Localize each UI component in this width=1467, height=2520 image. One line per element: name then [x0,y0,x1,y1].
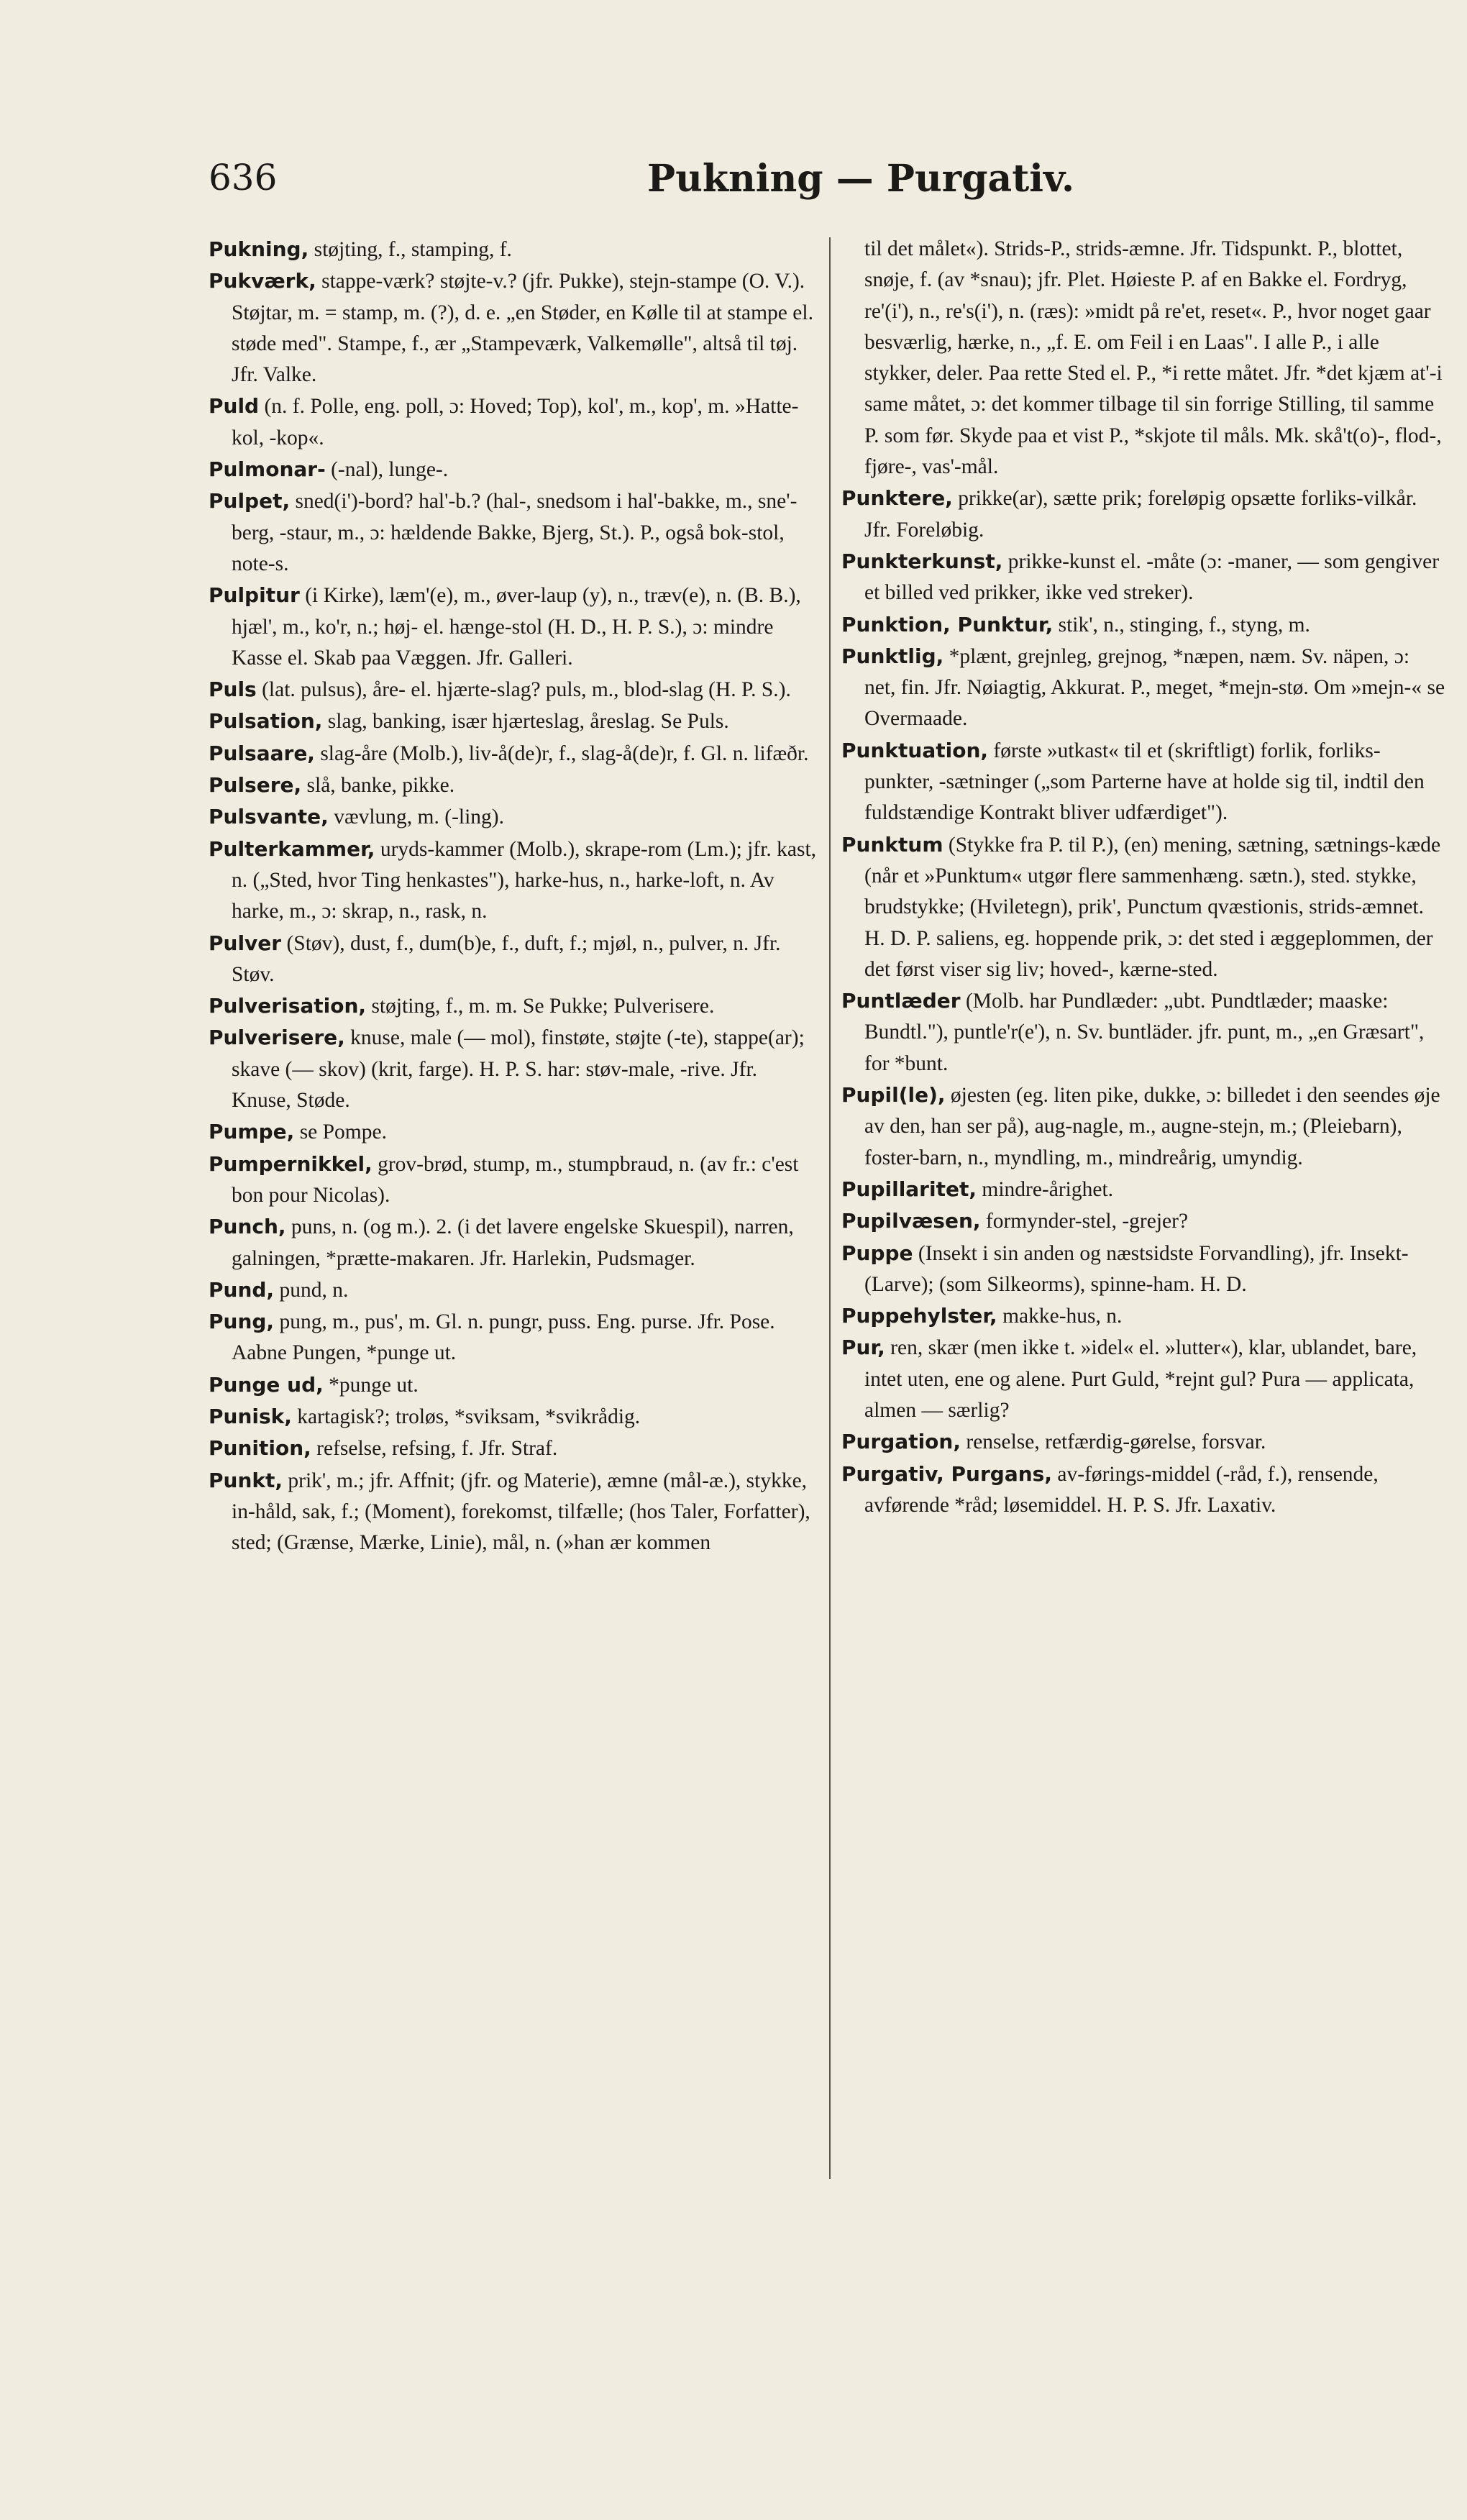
entry-definition: ren, skær (men ikke t. »idel« el. »lutter«), klar, ublandet, bare, intet uten, ene og alene. Purt Guld, *rejnt gul? Pura — applicata, almen — særlig? [864,1336,1417,1422]
entry-headword: Punisk, [209,1404,292,1428]
entry-headword: Pulverisere, [209,1026,345,1050]
dictionary-entry [209,234,820,265]
entry-headword: Pund, [209,1277,275,1302]
column-divider [829,237,831,2179]
dictionary-entry [209,1274,820,1306]
entry-headword: Pukning, [209,237,309,261]
entry-definition: uryds-kammer (Molb.), skrape-rom (Lm.); jfr. kast, n. („Sted, hvor Ting henkastes"), harke-hus, n., harke-loft, n. Av harke, m., ɔ: skrap, n., rask, n. [232,837,817,923]
entry-definition: *punge ut. [323,1373,419,1397]
entry-headword: Pulsaare, [209,741,315,765]
dictionary-entry [841,609,1445,641]
dictionary-entry [209,580,820,674]
entry-headword: Puppehylster, [841,1304,997,1328]
dictionary-entry [841,1079,1445,1174]
entry-headword: Pupil(le), [841,1083,946,1108]
entry-headword: Punition, [209,1436,311,1461]
entry-definition: refselse, refsing, f. Jfr. Straf. [311,1437,558,1461]
dictionary-entry [841,829,1445,985]
dictionary-entry [841,641,1445,735]
entry-definition: *plænt, grejnleg, grejnog, *næpen, næm. Sv. näpen, ɔ: net, fin. Jfr. Nøiagtig, Akkurat. P., meget, *mejn-stø. Om »mejn-« se Overmaade. [864,644,1445,731]
entry-headword: Pur, [841,1336,885,1360]
dictionary-entry [209,1369,820,1401]
entry-definition: (Molb. har Pundlæder: „ubt. Pundtlæder; maaske: Bundtl."), puntle'r(e'), n. Sv. buntläder. jfr. punt, m., „en Græsart", for *bunt. [864,990,1425,1075]
dictionary-entry [209,1306,820,1369]
entry-definition: første »utkast« til et (skriftligt) forlik, forliks-punkter, -sætninger („som Parterne have at holde sig til, indtil den fuldstændige Kontrakt bliver udfærdiget"). [864,739,1425,825]
entry-headword: Pulver [209,931,282,955]
entry-headword: Punch, [209,1215,286,1239]
entry-definition: knuse, male (— mol), finstøte, støjte (-te), stappe(ar); skave (— skov) (krit, farge). H. P. S. har: støv-male, -rive. Jfr. Knuse, Støde. [232,1026,805,1113]
entry-definition: se Pompe. [294,1120,387,1144]
dictionary-entry [841,483,1445,546]
dictionary-entry [209,1401,820,1433]
entry-definition: grov-brød, stump, m., stumpbraud, n. (av fr.: c'est bon pour Nicolas). [232,1152,799,1207]
dictionary-entry [209,485,820,580]
entry-definition: stappe-værk? støjte-v.? (jfr. Pukke), stejn-stampe (O. V.). Støjtar, m. = stamp, m. (?), d. e. „en Støder, en Kølle til at stampe el. støde med". Stampe, f., ær „Stampeværk, Valkemølle", altså til tøj. Jfr. Valke. [232,270,813,387]
dictionary-entry [209,1433,820,1464]
entry-definition: prikke(ar), sætte prik; foreløpig opsætte forliks-vilkår. Jfr. Foreløbig. [864,487,1417,542]
entry-headword: Punktum [841,832,943,857]
dictionary-entry [209,1022,820,1116]
dictionary-entry [841,1458,1445,1522]
entry-headword: Purgativ, Purgans, [841,1461,1052,1486]
entry-headword: Punge ud, [209,1372,324,1397]
entry-definition: mindre-årighet. [977,1177,1114,1201]
entry-headword: Pulterkammer, [209,836,375,861]
dictionary-entry [209,770,820,801]
dictionary-entry [841,546,1445,609]
entry-definition: (lat. pulsus), åre- el. hjærte-slag? puls, m., blod-slag (H. P. S.). [256,678,791,702]
entry-definition: (n. f. Polle, eng. poll, ɔ: Hoved; Top), kol', m., kop', m. »Hatte-kol, -kop«. [232,395,799,449]
entry-definition: vævlung, m. (-ling). [328,805,504,829]
page-number: 636 [209,157,278,198]
entry-headword: Puls [209,677,257,702]
entry-definition: slag-åre (Molb.), liv-å(de)r, f., slag-å(de)r, f. Gl. n. lifæðr. [314,741,809,765]
dictionary-entry [209,801,820,833]
dictionary-entry [209,454,820,485]
entry-headword: Puntlæder [841,989,961,1013]
entry-definition: av-førings-middel (-råd, f.), rensende, avførende *råd; løsemiddel. H. P. S. Jfr. Laxativ. [864,1462,1379,1517]
entry-definition: (Stykke fra P. til P.), (en) mening, sætning, sætnings-kæde (når et »Punktum« utgør flere sammenhæng. sætn.), sted. stykke, brudstykke; (Hviletegn), prik', Punctum qvæstionis, strids-æmnet. H. D. P. saliens, eg. hoppende prik, ɔ: det sted i æggeplommen, der det først viser sig liv; hoved-, kærne-sted. [864,833,1441,981]
entry-headword: Punkt, [209,1468,283,1492]
dictionary-entry [209,265,820,391]
entry-headword: Pumpernikkel, [209,1151,373,1176]
entry-headword: Pulsation, [209,709,323,734]
entry-headword: Pupillaritet, [841,1177,977,1201]
dictionary-entry [209,1149,820,1212]
entry-headword: Punktuation, [841,738,989,762]
entry-definition: puns, n. (og m.). 2. (i det lavere engelske Skuespil), narren, galningen, *prætte-makaren. Jfr. Harlekin, Pudsmager. [232,1215,794,1270]
dictionary-entry [209,928,820,991]
entry-definition: (Støv), dust, f., dum(b)e, f., duft, f.; mjøl, n., pulver, n. Jfr. Støv. [232,931,781,986]
dictionary-entry [841,1238,1445,1301]
entry-headword: Pulsvante, [209,805,329,829]
dictionary-entry [841,1174,1445,1205]
entry-definition: makke-hus, n. [997,1305,1123,1328]
dictionary-entry [841,1426,1445,1458]
dictionary-entry [841,735,1445,829]
entry-headword: Pulmonar- [209,457,326,482]
dictionary-entry [841,1332,1445,1426]
dictionary-entry [841,234,1445,483]
entry-headword: Purgation, [841,1430,961,1454]
entry-headword: Pung, [209,1310,275,1334]
entry-definition: øjesten (eg. liten pike, dukke, ɔ: billedet i den seendes øje av den, han ser på), aug-nagle, m., augne-stejn, m.; (Pleiebarn), foster-barn, n., myndling, m., mindreårig, umyndig. [864,1084,1440,1169]
entry-definition: prikke-kunst el. -måte (ɔ: -maner, — som gengiver et billed ved prikker, ikke ved streker). [864,549,1440,605]
entry-definition: (Insekt i sin anden og næstsidste Forvandling), jfr. Insekt-(Larve); (som Silkeorms), spinne-ham. H. D. [864,1241,1409,1296]
dictionary-entry [209,1465,820,1559]
dictionary-entry [209,1211,820,1274]
entry-headword: Pulverisation, [209,994,367,1018]
entry-definition: sned(i')-bord? hal'-b.? (hal-, snedsom i hal'-bakke, m., sne'-berg, -staur, m., ɔ: hældende Bakke, Bjerg, St.). P., også bok-stol, note-s. [232,490,798,575]
dictionary-entry [841,1205,1445,1237]
entry-definition: (-nal), lunge-. [325,458,449,482]
entry-headword: Punkterkunst, [841,549,1003,573]
entry-headword: Punktion, Punktur, [841,612,1054,636]
dictionary-entry [209,990,820,1022]
entry-headword: Pulsere, [209,773,302,798]
entry-definition: støjting, f., stamping, f. [309,238,512,261]
dictionary-entry [209,1116,820,1148]
entry-definition: støjting, f., m. m. Se Pukke; Pulverisere. [366,995,715,1018]
dictionary-entry [209,738,820,770]
entry-definition: stik', n., stinging, f., styng, m. [1053,613,1310,636]
left-column [209,234,820,1558]
dictionary-entry [841,985,1445,1079]
entry-definition: prik', m.; jfr. Affnit; (jfr. og Materie), æmne (mål-æ.), stykke, in-håld, sak, f.; (Moment), forekomst, tilfælle; (hos Taler, Forfatter), sted; (Grænse, Mærke, Linie), mål, n. (»han ær kommen [232,1469,810,1555]
entry-headword: Pukværk, [209,269,316,293]
right-column [841,234,1445,1521]
entry-headword: Punktere, [841,486,953,511]
dictionary-entry [209,391,820,454]
entry-definition: pung, m., pus', m. Gl. n. pungr, puss. Eng. purse. Jfr. Pose. Aabne Pungen, *punge ut. [232,1310,775,1365]
entry-headword: Pupilvæsen, [841,1209,981,1233]
dictionary-entry [209,834,820,928]
entry-headword: Pulpet, [209,489,291,513]
entry-definition: pund, n. [274,1278,349,1302]
entry-headword: Puppe [841,1241,913,1265]
page-header [209,157,1445,209]
entry-definition: slå, banke, pikke. [301,774,455,798]
dictionary-entry [209,706,820,737]
entry-definition: renselse, retfærdig-gørelse, forsvar. [961,1430,1266,1454]
dictionary-entry [841,1300,1445,1332]
entry-headword: Pumpe, [209,1120,295,1144]
entry-definition: (i Kirke), læm'(e), m., øver-laup (y), n., træv(e), n. (B. B.), hjæl', m., ko'r, n.; høj- el. hænge-stol (H. D., H. P. S.), ɔ: mindre Kasse el. Skab paa Væggen. Jfr. Galleri. [232,584,801,670]
running-title: Pukning — Purgativ. [647,157,1075,201]
entry-headword: Puld [209,394,260,419]
entry-headword: Pulpitur [209,583,300,608]
entry-definition: til det målet«). Strids-P., strids-æmne. Jfr. Tidspunkt. P., blottet, snøje, f. (av *snau); jfr. Plet. Høieste P. af en Bakke el. Fordryg, re'(i'), n., re's(i'), n. (ræs): »midt på re'et, reset«. P., hvor noget gaar besværlig, hærke, n., „f. E. om Feil i en Laas". I alle P., i alle stykker, deler. Paa rette Sted el. P., *i rette måtet. Jfr. *det kjæm at'-i same måtet, ɔ: det kommer tilbage til sin forrige Stilling, til samme P. som før. Skyde paa et vist P., *skjote til måls. Mk. skå't(o)-, flod-, fjøre-, vas'-mål. [864,237,1443,479]
entry-headword: Punktlig, [841,644,944,668]
entry-definition: slag, banking, især hjærteslag, åreslag. Se Puls. [322,710,729,734]
entry-definition: formynder-stel, -grejer? [980,1210,1189,1233]
entry-definition: kartagisk?; troløs, *sviksam, *svikrådig. [291,1405,641,1428]
dictionary-entry [209,674,820,706]
